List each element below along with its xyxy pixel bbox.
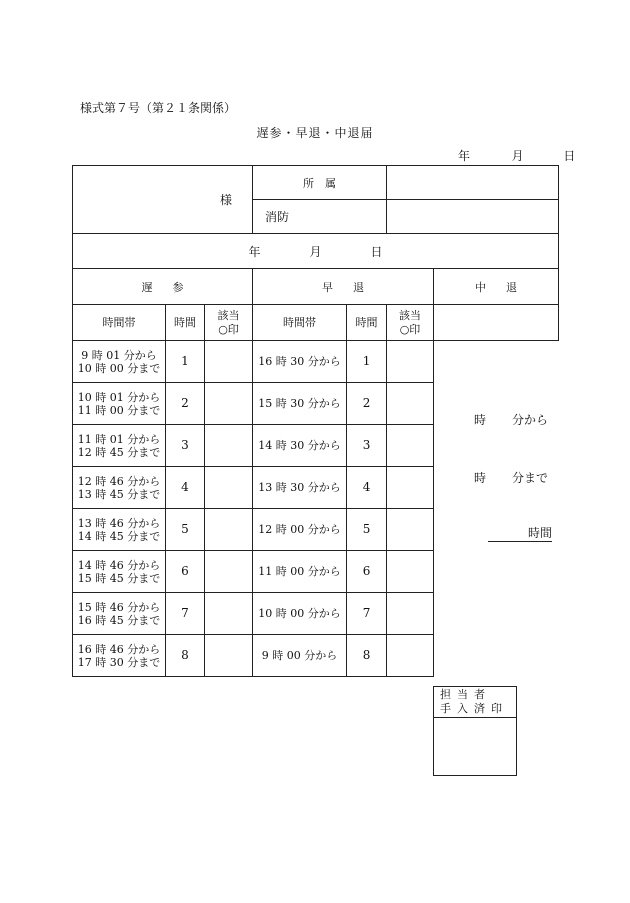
- soutai-mark-field[interactable]: [387, 467, 434, 509]
- chisan-time-range: 11 時 01 分から 12 時 45 分まで: [73, 425, 166, 467]
- chisan-time-range: 10 時 01 分から 11 時 00 分まで: [73, 383, 166, 425]
- table-row: [73, 635, 559, 677]
- header-mark: 該当 ○印: [205, 305, 253, 341]
- form-date-field[interactable]: [73, 234, 559, 269]
- chuutai-time-field[interactable]: 時 分から 時 分まで 時間: [434, 305, 559, 341]
- soutai-hours: 8: [347, 635, 387, 677]
- soutai-mark-field[interactable]: [387, 383, 434, 425]
- table-row: [73, 425, 559, 467]
- chisan-time-range: 9 時 01 分から 10 時 00 分まで: [73, 341, 166, 383]
- form-number: 様式第７号（第２１条関係）: [80, 101, 237, 115]
- chisan-time-range: 12 時 46 分から 13 時 45 分まで: [73, 467, 166, 509]
- soutai-mark-field[interactable]: [387, 341, 434, 383]
- soutai-mark-field[interactable]: [387, 635, 434, 677]
- name-field[interactable]: [73, 166, 253, 234]
- header-time-range: 時間帯: [73, 305, 166, 341]
- table-row: [73, 341, 559, 383]
- header-mark: 該当 ○印: [387, 305, 434, 341]
- day-label: 日: [563, 149, 576, 163]
- chisan-hours: 6: [166, 551, 205, 593]
- table-row: [73, 509, 559, 551]
- soutai-mark-field[interactable]: [387, 425, 434, 467]
- month-label: 月: [511, 149, 524, 163]
- chuutai-hours: 時間: [488, 526, 552, 542]
- soutai-mark-field[interactable]: [387, 551, 434, 593]
- soutai-hours: 4: [347, 467, 387, 509]
- soutai-hours: 7: [347, 593, 387, 635]
- chisan-hours: 3: [166, 425, 205, 467]
- chisan-mark-field[interactable]: [205, 593, 253, 635]
- soutai-time-range: 15 時 30 分から: [253, 383, 347, 425]
- header-hours: 時間: [347, 305, 387, 341]
- staff-stamp-box: [433, 686, 517, 776]
- chisan-time-range: 16 時 46 分から 17 時 30 分まで: [73, 635, 166, 677]
- stamp-area[interactable]: [434, 718, 516, 774]
- submission-date: [458, 147, 575, 164]
- chisan-hours: 1: [166, 341, 205, 383]
- soutai-mark-field[interactable]: [387, 509, 434, 551]
- chisan-time-range: 14 時 46 分から 15 時 45 分まで: [73, 551, 166, 593]
- fire-label: 消防: [253, 200, 387, 234]
- chisan-hours: 5: [166, 509, 205, 551]
- form-day-label: 日: [370, 244, 383, 259]
- soutai-hours: 5: [347, 509, 387, 551]
- chisan-mark-field[interactable]: [205, 341, 253, 383]
- chisan-mark-field[interactable]: [205, 551, 253, 593]
- chisan-mark-field[interactable]: [205, 467, 253, 509]
- soutai-time-range: 14 時 30 分から: [253, 425, 347, 467]
- document-title: 遅参・早退・中退届: [256, 126, 374, 140]
- chisan-hours: 2: [166, 383, 205, 425]
- chisan-hours: 8: [166, 635, 205, 677]
- chisan-time-range: 13 時 46 分から 14 時 45 分まで: [73, 509, 166, 551]
- soutai-time-range: 12 時 00 分から: [253, 509, 347, 551]
- chisan-hours: 4: [166, 467, 205, 509]
- chisan-mark-field[interactable]: [205, 635, 253, 677]
- table-row: [73, 593, 559, 635]
- header-hours: 時間: [166, 305, 205, 341]
- soutai-hours: 2: [347, 383, 387, 425]
- shozoku-label: 所 属: [253, 166, 387, 200]
- table-row: [73, 551, 559, 593]
- chisan-mark-field[interactable]: [205, 425, 253, 467]
- section-chisan: 遅参: [73, 269, 253, 305]
- year-label: 年: [458, 149, 471, 163]
- soutai-time-range: 16 時 30 分から: [253, 341, 347, 383]
- sama-label: 様: [220, 193, 233, 207]
- chisan-hours: 7: [166, 593, 205, 635]
- form-year-label: 年: [248, 244, 261, 259]
- soutai-hours: 1: [347, 341, 387, 383]
- soutai-hours: 3: [347, 425, 387, 467]
- soutai-hours: 6: [347, 551, 387, 593]
- header-time-range: 時間帯: [253, 305, 347, 341]
- form-month-label: 月: [309, 244, 322, 259]
- chisan-mark-field[interactable]: [205, 383, 253, 425]
- chisan-mark-field[interactable]: [205, 509, 253, 551]
- soutai-time-range: 13 時 30 分から: [253, 467, 347, 509]
- soutai-time-range: 10 時 00 分から: [253, 593, 347, 635]
- soutai-time-range: 11 時 00 分から: [253, 551, 347, 593]
- soutai-mark-field[interactable]: [387, 593, 434, 635]
- soutai-time-range: 9 時 00 分から: [253, 635, 347, 677]
- section-soutai: 早退: [253, 269, 434, 305]
- chisan-time-range: 15 時 46 分から 16 時 45 分まで: [73, 593, 166, 635]
- section-chuutai: 中退: [434, 269, 559, 305]
- fire-field[interactable]: [387, 200, 559, 234]
- stamp-header: 担当者 手入済印: [434, 687, 516, 718]
- application-form: [72, 165, 559, 677]
- shozoku-field[interactable]: [387, 166, 559, 200]
